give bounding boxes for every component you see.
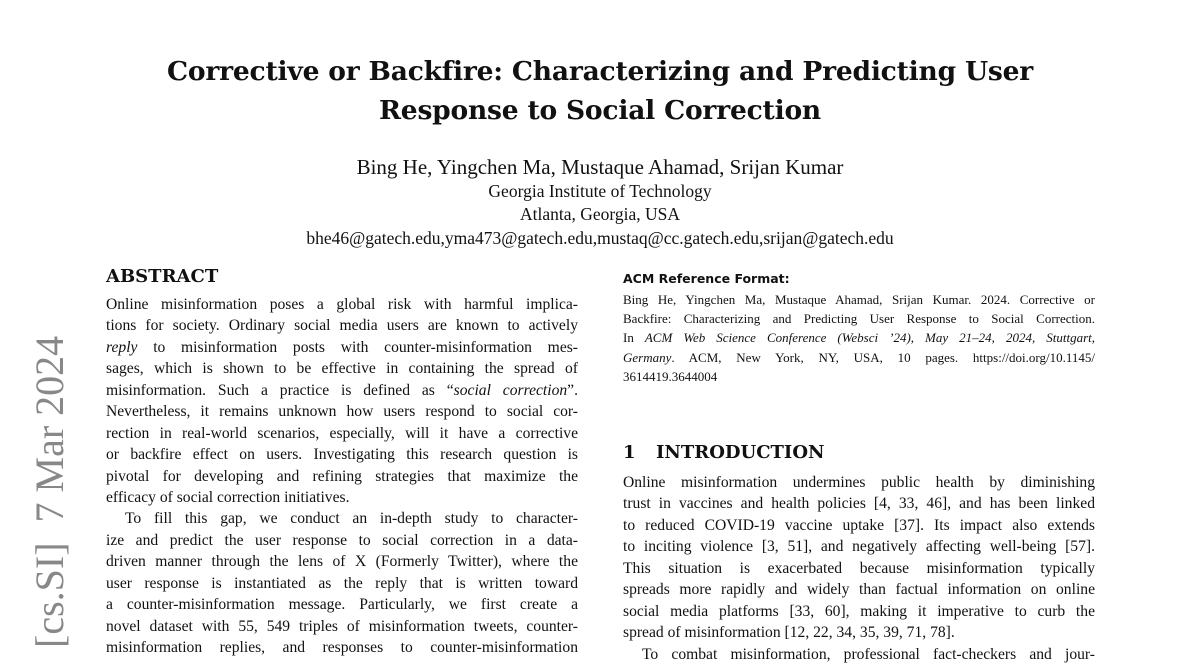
paper-title-line-1: Corrective or Backfire: Characterizing and Predicting User — [166, 56, 1034, 87]
intro-line: spread of misinformation [12, 22, 34, 35, 39, 71, 78]. — [623, 624, 955, 642]
acm-reference-line: Bing He, Yingchen Ma, Mustaque Ahamad, Srijan Kumar. 2024. Corrective or — [623, 292, 1095, 307]
abstract-line: sages, which is shown to be effective in containing the spread of — [106, 360, 578, 378]
abstract-line: Nevertheless, it remains unknown how users respond to social cor- — [106, 403, 578, 421]
abstract-line: novel dataset with 55, 549 triples of misinformation tweets, counter- — [106, 617, 578, 635]
acm-reference-heading: ACM Reference Format: — [623, 271, 790, 286]
intro-line: Online misinformation undermines public health by diminishing — [623, 474, 1095, 491]
author-emails: bhe46@gatech.edu,yma473@gatech.edu,mustaq@cc.gatech.edu,srijan@gatech.edu — [306, 228, 894, 248]
acm-reference-line: Germany. ACM, New York, NY, USA, 10 pages. https://doi.org/10.1145/ — [623, 349, 1095, 365]
arxiv-stamp: [cs.SI] 7 Mar 2024 — [27, 335, 72, 648]
abstract-line: Online misinformation poses a global risk with harmful implica- — [106, 296, 578, 313]
abstract-line: misinformation replies, and responses to counter-misinformation — [106, 639, 578, 656]
intro-line: to inciting violence [3, 51], and negatively affecting well-being [57]. — [623, 538, 1095, 556]
abstract-line: efficacy of social correction initiatives. — [106, 488, 350, 506]
acm-reference-line: In ACM Web Science Conference (Websci ’24), May 21–24, 2024, Stuttgart, — [623, 330, 1095, 346]
abstract-line: tions for society. Ordinary social media users are known to actively — [106, 317, 578, 335]
intro-line: spreads more rapidly and widely than factual information on online — [623, 581, 1095, 599]
abstract-heading: ABSTRACT — [106, 266, 219, 287]
section-title: INTRODUCTION — [656, 442, 825, 463]
abstract-line: reply to misinformation posts with counter-misinformation mes- — [106, 338, 578, 356]
abstract-line: a counter-misinformation message. Particularly, we first create a — [106, 596, 578, 614]
intro-line: To combat misinformation, professional fact-checkers and jour- — [642, 645, 1095, 663]
paper-title — [0, 52, 1200, 130]
introduction-heading — [623, 442, 825, 464]
abstract-line: misinformation. Such a practice is defined as “social correction”. — [106, 381, 578, 399]
section-number: 1 — [623, 442, 636, 463]
paper-title-line-2: Response to Social Correction — [378, 95, 822, 126]
abstract-body — [106, 294, 578, 656]
introduction-body — [623, 472, 1095, 663]
abstract-line: To fill this gap, we conduct an in-depth study to character- — [125, 510, 578, 528]
abstract-line: user response is instantiated as the reply that is written toward — [106, 574, 578, 592]
intro-line: This situation is exacerbated because misinformation typically — [623, 559, 1095, 577]
abstract-line: or backfire effect on users. Investigating this research question is — [106, 446, 578, 464]
acm-reference-line: Backfire: Characterizing and Predicting User Response to Social Correction. — [623, 311, 1095, 327]
location: Atlanta, Georgia, USA — [519, 204, 681, 224]
author-list: Bing He, Yingchen Ma, Mustaque Ahamad, Srijan Kumar — [356, 155, 844, 179]
acm-place: Germany — [623, 349, 672, 365]
acm-reference-body — [623, 290, 1095, 386]
acm-reference-doi: 3614419.3644004 — [623, 368, 718, 384]
acm-venue: ACM Web Science Conference (Websci ’24), May 21–24, 2024, Stuttgart, — [644, 330, 1095, 346]
affiliation: Georgia Institute of Technology — [488, 181, 712, 201]
abstract-line: pivotal for developing and refining strategies that maximize the — [106, 467, 578, 485]
abstract-line: ize and predict the user response to social correction in a data- — [106, 531, 578, 549]
intro-line: trust in vaccines and health policies [4, 33, 46], and has been linked — [623, 495, 1095, 513]
abstract-line: driven manner through the lens of X (Formerly Twitter), where the — [106, 553, 578, 571]
intro-line: social media platforms [33, 60], making it imperative to curb the — [623, 602, 1095, 620]
abstract-line: rection in real-world scenarios, especially, will it have a corrective — [106, 424, 578, 442]
intro-line: to reduced COVID-19 vaccine uptake [37]. Its impact also extends — [623, 516, 1095, 534]
